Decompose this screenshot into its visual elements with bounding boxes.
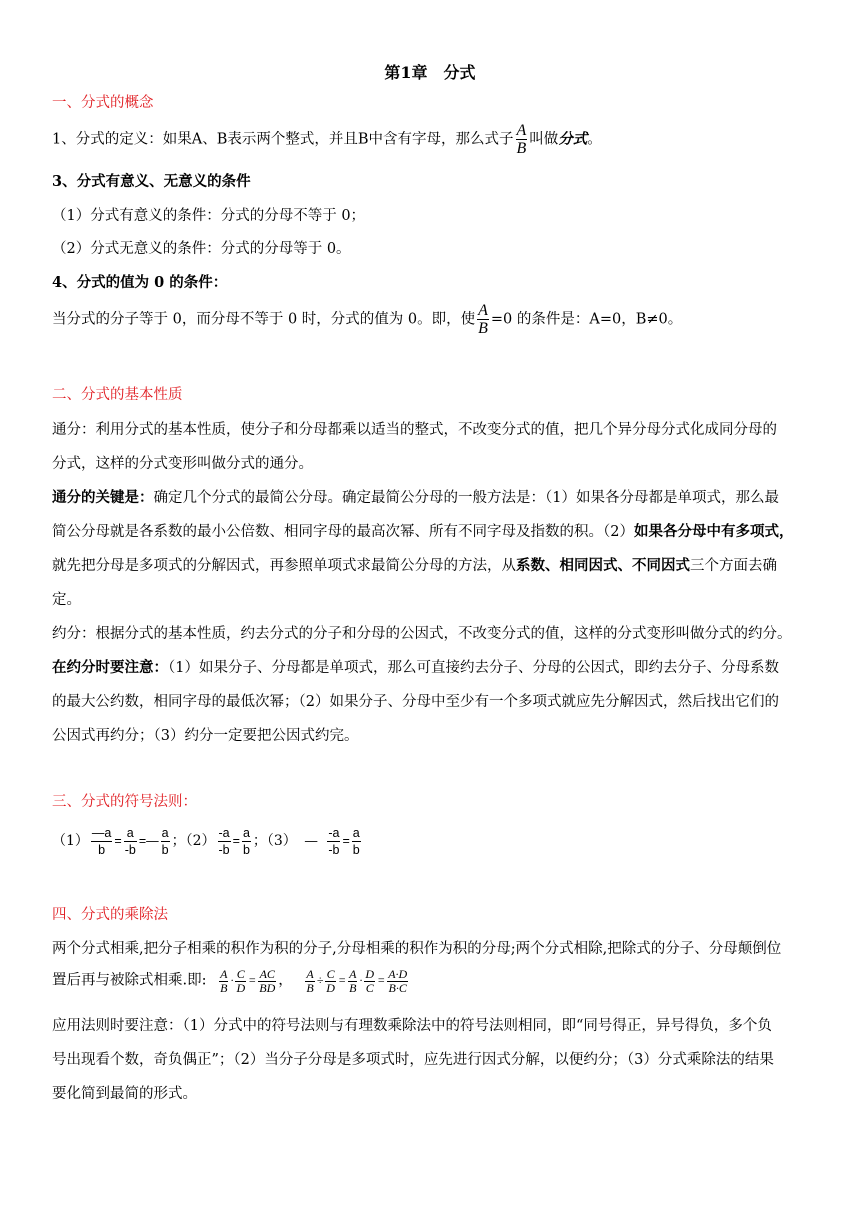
denominator: BD bbox=[259, 981, 276, 995]
numerator: a bbox=[242, 826, 250, 840]
paragraph-line bbox=[52, 658, 779, 678]
paragraph-line bbox=[52, 556, 777, 576]
multiplication-formula bbox=[217, 967, 278, 995]
line-text: 就先把分母是多项式的分解因式，再参照单项式求最简公分母的方法，从 bbox=[52, 558, 516, 574]
fraction bbox=[219, 968, 228, 995]
numerator: A bbox=[349, 967, 357, 981]
numerator: A bbox=[306, 967, 314, 981]
paragraph-line: 分式，这样的分式变形叫做分式的通分。 bbox=[52, 456, 313, 472]
minus-sign: — bbox=[146, 833, 159, 848]
bold-lead: 在约分时要注意： bbox=[52, 659, 168, 676]
denominator: D bbox=[326, 981, 335, 995]
equals-sign: = bbox=[138, 833, 147, 848]
zero-condition bbox=[52, 302, 682, 337]
denominator: b bbox=[98, 843, 106, 857]
fraction bbox=[364, 968, 375, 995]
fraction-neg-a-over-neg-b bbox=[327, 825, 340, 858]
numerator: C bbox=[326, 967, 335, 981]
denominator: B bbox=[220, 981, 228, 995]
paragraph-line: 号出现看个数，奇负偶正”；（2）当分子分母是多项式时，应先进行因式分解，以便约分；（3）分式乘除法的结果 bbox=[52, 1052, 774, 1068]
equals-sign: = bbox=[337, 973, 347, 988]
fraction-neg-a-over-neg-b bbox=[218, 825, 231, 858]
division-formula bbox=[303, 967, 410, 995]
sign-rules bbox=[52, 825, 363, 858]
paragraph-line bbox=[52, 488, 779, 508]
bold-lead: 通分的关键是： bbox=[52, 489, 154, 506]
denominator: b bbox=[242, 843, 250, 857]
fraction-a-over-b bbox=[161, 825, 170, 858]
paragraph-line: 要化简到最简的形式。 bbox=[52, 1086, 197, 1102]
fraction-neg-a-over-b bbox=[91, 825, 112, 858]
fraction-a-over-b bbox=[242, 825, 251, 858]
denominator: B bbox=[306, 981, 314, 995]
numerator: a bbox=[161, 826, 169, 840]
numerator: A bbox=[220, 967, 228, 981]
fraction-a-over-b bbox=[516, 122, 528, 157]
section-3-heading: 三、分式的符号法则： bbox=[52, 794, 197, 810]
line-text: 置后再与被除式相乘.即: bbox=[52, 972, 207, 989]
numerator: -a bbox=[328, 826, 340, 840]
zero-text: 当分式的分子等于 0，而分母不等于 0 时，分式的值为 0。即，使 bbox=[52, 311, 476, 328]
paragraph-line: 应用法则时要注意：（1）分式中的符号法则与有理数乘除法中的符号法则相同，即“同号得正，异号得负，多个负 bbox=[52, 1018, 772, 1034]
multiplication-rule bbox=[52, 968, 410, 995]
rule-1-label: （1） bbox=[52, 832, 89, 849]
paragraph-line: 通分：利用分式的基本性质，使分子和分母都乘以适当的整式，不改变分式的值，把几个异分母分式化成同分母的 bbox=[52, 422, 777, 438]
numerator: A bbox=[516, 122, 527, 139]
bold-text: 如果各分母中有多项式， bbox=[633, 523, 794, 540]
numerator: AC bbox=[259, 967, 275, 981]
equals-sign: = bbox=[377, 973, 386, 988]
equals-sign: = bbox=[248, 973, 257, 988]
fraction-a-over-b-zero bbox=[477, 302, 489, 337]
section-2-heading: 二、分式的基本性质 bbox=[52, 387, 183, 403]
equals-sign: = bbox=[232, 833, 240, 848]
condition-meaningful: （1）分式有意义的条件：分式的分母不等于 0； bbox=[52, 208, 366, 224]
line-text: 确定几个分式的最简公分母。确定最简公分母的一般方法是：（1）如果各分母都是单项式，那么最 bbox=[153, 490, 779, 506]
chapter-title: 第1章 分式 bbox=[384, 63, 476, 82]
paragraph-line: 两个分式相乘,把分子相乘的积作为积的分子,分母相乘的积作为积的分母;两个分式相除,把除式的分子、分母颠倒位 bbox=[52, 941, 782, 957]
condition-meaningless: （2）分式无意义的条件：分式的分母等于 0。 bbox=[52, 241, 351, 257]
denominator: b bbox=[352, 843, 360, 857]
denominator: C bbox=[365, 981, 374, 995]
denominator: B·C bbox=[388, 981, 407, 995]
fraction bbox=[305, 968, 314, 995]
section-1-heading: 一、分式的概念 bbox=[52, 95, 154, 111]
minus-sign: — bbox=[304, 833, 318, 848]
numerator: -a bbox=[218, 826, 230, 840]
dot-operator: · bbox=[359, 973, 363, 988]
denominator: -b bbox=[328, 843, 340, 857]
denominator: B bbox=[349, 981, 357, 995]
definition-end: 。 bbox=[587, 131, 602, 148]
numerator: D bbox=[365, 967, 375, 981]
fraction bbox=[325, 968, 336, 995]
term-fraction: 分式 bbox=[558, 130, 588, 148]
denominator: B bbox=[516, 140, 527, 157]
line-text: （1）如果分子、分母都是单项式，那么可直接约去分子、分母的公因式，即约去分子、分母系数 bbox=[168, 660, 779, 676]
fraction bbox=[387, 968, 408, 995]
numerator: C bbox=[236, 967, 245, 981]
fraction bbox=[258, 968, 276, 995]
subheading-zero: 4、分式的值为 0 的条件： bbox=[52, 274, 228, 291]
numerator: A bbox=[478, 302, 488, 319]
fraction bbox=[235, 968, 246, 995]
dot-operator: · bbox=[230, 973, 234, 988]
paragraph-line: 公因式再约分；（3）约分一定要把公因式约完。 bbox=[52, 728, 359, 744]
rule-3-label: ；（3） bbox=[252, 832, 297, 849]
denominator: B bbox=[478, 320, 488, 337]
paragraph-line bbox=[52, 522, 793, 542]
fraction bbox=[348, 968, 357, 995]
paragraph-line: 约分：根据分式的基本性质，约去分式的分子和分母的公因式，不改变分式的值，这样的分式变形叫做分式的约分。 bbox=[52, 626, 792, 642]
numerator: —a bbox=[91, 826, 112, 840]
equals-sign: = bbox=[114, 833, 122, 848]
numerator: A·D bbox=[388, 967, 408, 981]
comma: ， bbox=[278, 972, 293, 989]
rule-2-label: ；（2） bbox=[171, 832, 216, 849]
paragraph-line: 的最大公约数，相同字母的最低次幂；（2）如果分子、分母中至少有一个多项式就应先分解因式，然后找出它们的 bbox=[52, 694, 779, 710]
paragraph-line: 定。 bbox=[52, 592, 81, 608]
fraction-a-over-b bbox=[352, 825, 361, 858]
subheading-meaningful: 3、分式有意义、无意义的条件 bbox=[52, 173, 251, 190]
fraction-a-over-neg-b bbox=[124, 825, 137, 858]
numerator: a bbox=[124, 825, 137, 842]
divide-operator: ÷ bbox=[316, 973, 324, 988]
definition-mid: 叫做 bbox=[529, 131, 559, 148]
denominator: D bbox=[236, 981, 246, 995]
denominator: -b bbox=[218, 843, 230, 857]
section-4-heading: 四、分式的乘除法 bbox=[52, 907, 168, 923]
line-text: 三个方面去确 bbox=[690, 558, 777, 574]
fraction-definition bbox=[52, 122, 602, 157]
zero-condition-result: =0 的条件是：A=0，B≠0。 bbox=[490, 311, 683, 328]
line-text: 简公分母就是各系数的最小公倍数、相同字母的最高次幂、所有不同字母及指数的积。（2） bbox=[52, 524, 634, 540]
numerator: a bbox=[352, 826, 360, 840]
equals-sign: = bbox=[342, 833, 350, 848]
definition-text: 1、分式的定义：如果A、B表示两个整式，并且B中含有字母，那么式子 bbox=[52, 131, 514, 148]
denominator: b bbox=[161, 843, 169, 857]
bold-text: 系数、相同因式、不同因式 bbox=[516, 557, 690, 574]
denominator: -b bbox=[124, 843, 136, 857]
